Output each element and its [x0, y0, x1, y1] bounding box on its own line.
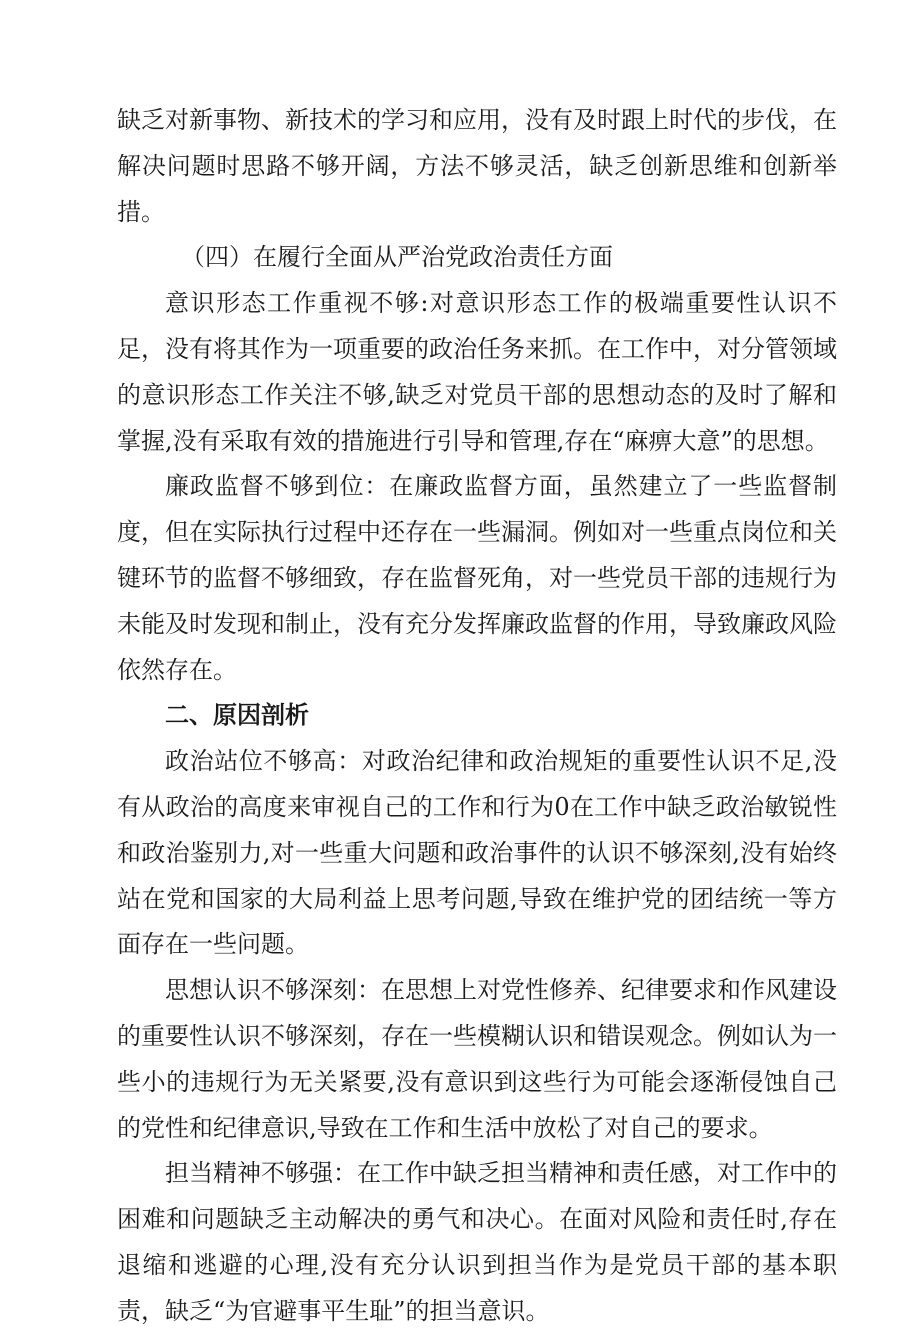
paragraph-responsibility-spirit: 担当精神不够强：在工作中缺乏担当精神和责任感，对工作中的困难和问题缺乏主动解决的勇气和决心。在面对风险和责任时,存在退缩和逃避的心理,没有充分认识到担当作为是党员干部的基本职责，缺乏“为官避事平生耻”的担当意识。 — [117, 1159, 837, 1325]
paragraph-continued: 缺乏对新事物、新技术的学习和应用，没有及时跟上时代的步伐，在解决问题时思路不够开阔，方法不够灵活，缺乏创新思维和创新举措。 — [117, 106, 837, 226]
paragraph-integrity-supervision: 廉政监督不够到位：在廉政监督方面，虽然建立了一些监督制度，但在实际执行过程中还存在一些漏洞。例如对一些重点岗位和关键环节的监督不够细致，存在监督死角，对一些党员干部的违规行为未能及时发现和制止，没有充分发挥廉政监督的作用，导致廉政风险依然存在。 — [117, 472, 837, 684]
paragraph-ideological-understanding: 思想认识不够深刻：在思想上对党性修养、纪律要求和作风建设的重要性认识不够深刻，存在一些模糊认识和错误观念。例如认为一些小的违规行为无关紧要,没有意识到这些行为可能会逐渐侵蚀自己的党性和纪律意识,导致在工作和生活中放松了对自己的要求。 — [117, 976, 837, 1142]
paragraph-ideology-work: 意识形态工作重视不够:对意识形态工作的极端重要性认识不足，没有将其作为一项重要的政治任务来抓。在工作中，对分管领域的意识形态工作关注不够,缺乏对党员干部的思想动态的及时了解和掌握,没有采取有效的措施进行引导和管理,存在“麻痹大意”的思想。 — [117, 289, 837, 455]
section-heading: 二、原因剖析 — [165, 701, 309, 730]
paragraph-political-stance: 政治站位不够高：对政治纪律和政治规矩的重要性认识不足,没有从政治的高度来审视自己的工作和行为0在工作中缺乏政治敏锐性和政治鉴别力,对一些重大问题和政治事件的认识不够深刻,没有始终站在党和国家的大局利益上思考问题,导致在维护党的团结统一等方面存在一些问题。 — [117, 747, 837, 959]
document-body — [117, 98, 837, 1335]
subsection-heading: （四）在履行全面从严治党政治责任方面 — [181, 243, 613, 272]
